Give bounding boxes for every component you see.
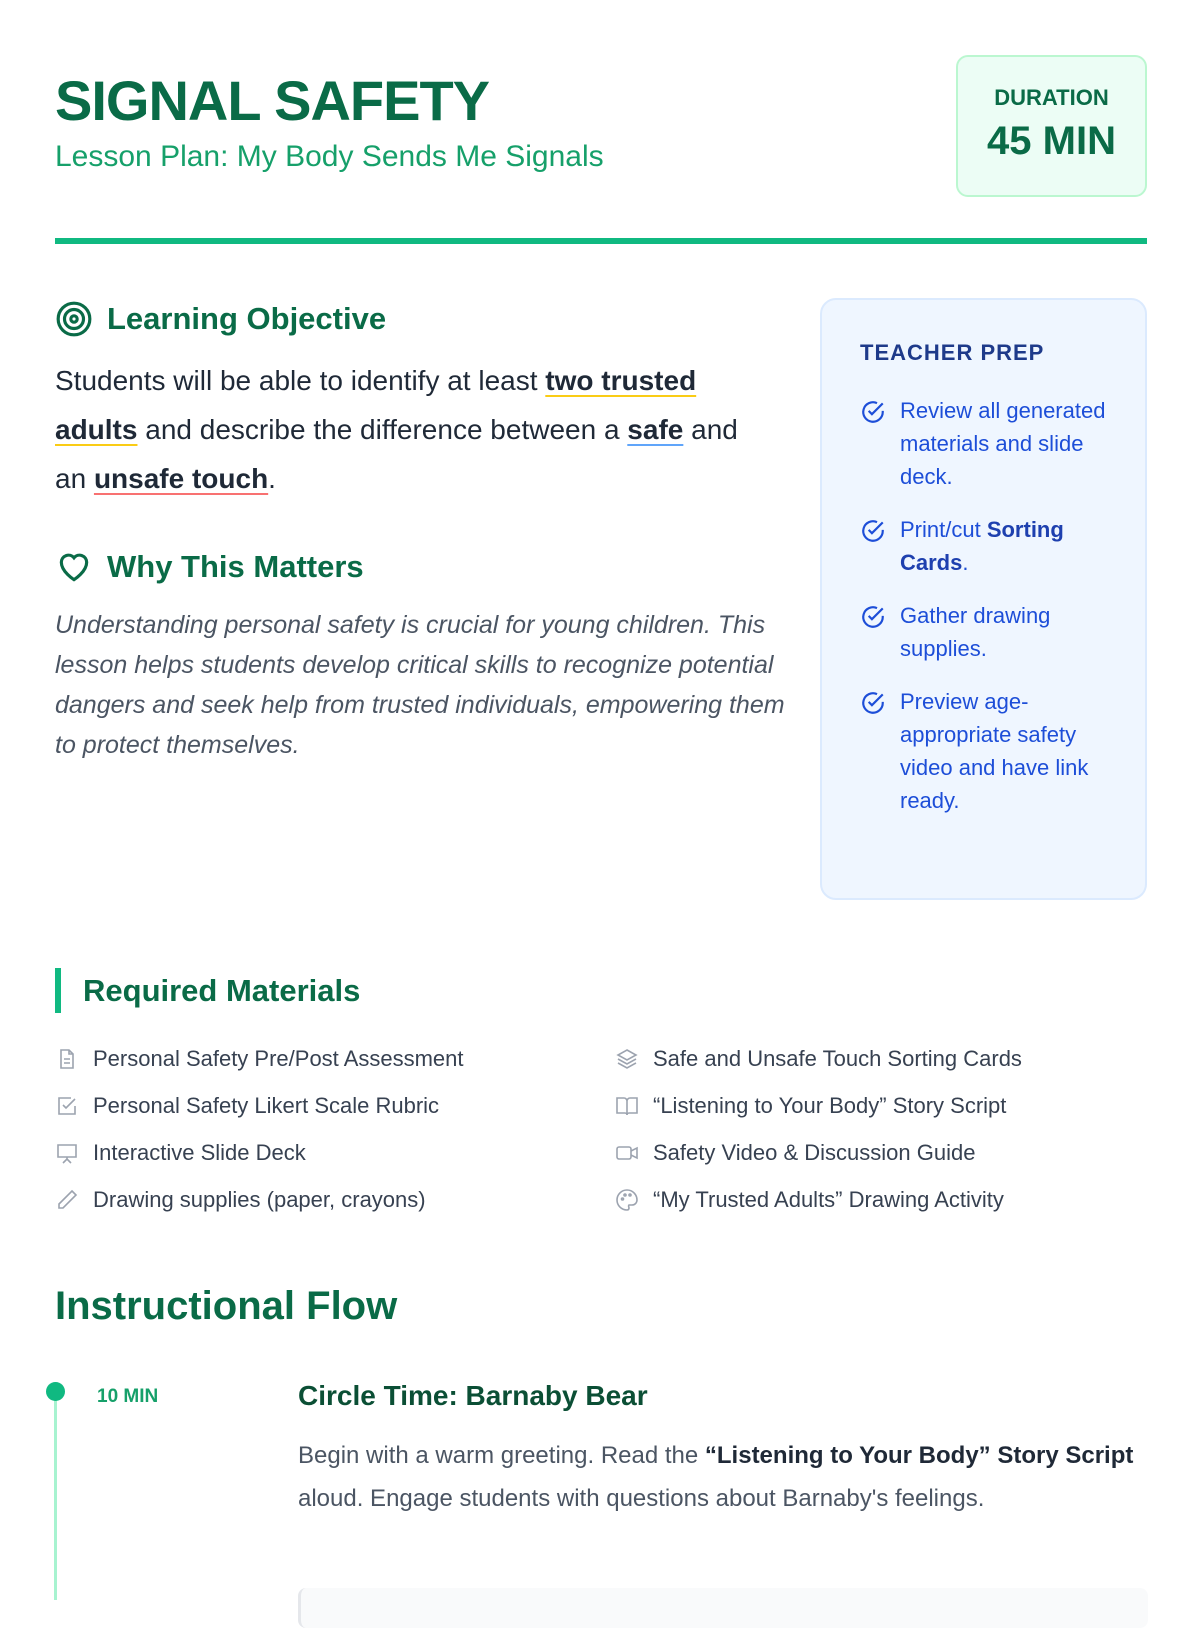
step-description xyxy=(298,1434,1148,1520)
palette-icon xyxy=(615,1188,639,1212)
timeline-dot xyxy=(46,1382,65,1401)
target-icon xyxy=(55,300,93,338)
prep-item xyxy=(860,599,1107,665)
check-circle-icon xyxy=(860,399,886,425)
step-text-pre: Begin with a warm greeting. Read the xyxy=(298,1442,705,1469)
check-circle-icon xyxy=(860,604,886,630)
video-icon xyxy=(615,1141,639,1165)
prep-item-bold: Sorting Cards xyxy=(900,517,1064,575)
checkbox-icon xyxy=(55,1094,79,1118)
page-subtitle: Lesson Plan: My Body Sends Me Signals xyxy=(55,140,604,173)
materials-list-left xyxy=(55,1035,464,1223)
objective-heading-text: Learning Objective xyxy=(107,301,387,336)
why-text: Understanding personal safety is crucial for young children. This lesson helps students develop critical skills to recognize potential dangers and seek help from trusted individuals, empowering them to protect themselves. xyxy=(55,611,785,759)
prep-item xyxy=(860,394,1107,493)
material-item xyxy=(55,1129,464,1176)
objective-end: . xyxy=(268,463,276,494)
flow-heading: Instructional Flow xyxy=(55,1284,398,1328)
step-text-bold: “Listening to Your Body” Story Script xyxy=(704,1442,1134,1469)
teacher-prep-card xyxy=(820,298,1147,900)
material-label: “Listening to Your Body” Story Script xyxy=(653,1092,1007,1118)
step-text-post: aloud. Engage students with questions about Barnaby's feelings. xyxy=(298,1485,985,1512)
prep-item-text: Review all generated materials and slide deck. xyxy=(900,398,1106,489)
prep-item xyxy=(860,685,1107,817)
document-icon xyxy=(55,1047,79,1071)
book-icon xyxy=(615,1094,639,1118)
page-title: SIGNAL SAFETY xyxy=(55,69,490,132)
duration-badge xyxy=(956,55,1147,197)
prep-item-text: Gather drawing supplies. xyxy=(900,603,1051,661)
prep-item xyxy=(860,513,1107,579)
objective-pre: Students will be able to identify at least xyxy=(55,365,546,396)
keyword-trusted-adults: two trusted adults xyxy=(55,365,697,445)
objective-heading xyxy=(55,300,386,338)
material-label: “My Trusted Adults” Drawing Activity xyxy=(653,1186,1004,1212)
material-item xyxy=(55,1176,464,1223)
step-duration: 10 MIN xyxy=(97,1386,159,1407)
timeline-line xyxy=(54,1400,57,1600)
duration-label: DURATION xyxy=(994,85,1109,110)
material-item xyxy=(615,1082,1022,1129)
presentation-icon xyxy=(55,1141,79,1165)
material-label: Personal Safety Likert Scale Rubric xyxy=(93,1092,440,1118)
material-item xyxy=(55,1082,464,1129)
step-note-box xyxy=(298,1588,1148,1628)
prep-item-post: . xyxy=(962,550,969,575)
material-label: Safety Video & Discussion Guide xyxy=(653,1139,976,1165)
keyword-unsafe-touch: unsafe touch xyxy=(93,463,269,494)
material-label: Drawing supplies (paper, crayons) xyxy=(93,1186,426,1212)
prep-item-text xyxy=(900,513,1107,579)
prep-item-text: Preview age-appropriate safety video and have link ready. xyxy=(900,689,1089,813)
keyword-safe: safe xyxy=(627,414,684,445)
material-item xyxy=(55,1035,464,1082)
prep-item-pre: Print/cut xyxy=(900,517,987,542)
teacher-prep-title: TEACHER PREP xyxy=(860,340,1045,365)
materials-heading: Required Materials xyxy=(55,968,360,1013)
material-label: Interactive Slide Deck xyxy=(93,1139,306,1165)
check-circle-icon xyxy=(860,690,886,716)
duration-value: 45 MIN xyxy=(987,119,1116,163)
heart-icon xyxy=(55,548,93,586)
check-circle-icon xyxy=(860,518,886,544)
layers-icon xyxy=(615,1047,639,1071)
objective-mid: and describe the difference between a xyxy=(137,414,628,445)
material-item xyxy=(615,1035,1022,1082)
why-heading-text: Why This Matters xyxy=(107,549,364,584)
material-label: Safe and Unsafe Touch Sorting Cards xyxy=(653,1045,1022,1071)
material-item xyxy=(615,1129,1022,1176)
objective-text xyxy=(55,356,775,503)
objective-mid2: and an xyxy=(55,414,738,494)
materials-list-right xyxy=(615,1035,1022,1223)
why-heading xyxy=(55,548,364,586)
material-label: Personal Safety Pre/Post Assessment xyxy=(93,1045,464,1071)
material-item xyxy=(615,1176,1022,1223)
pencil-icon xyxy=(55,1188,79,1212)
step-title: Circle Time: Barnaby Bear xyxy=(298,1380,648,1411)
header-divider xyxy=(55,238,1147,244)
